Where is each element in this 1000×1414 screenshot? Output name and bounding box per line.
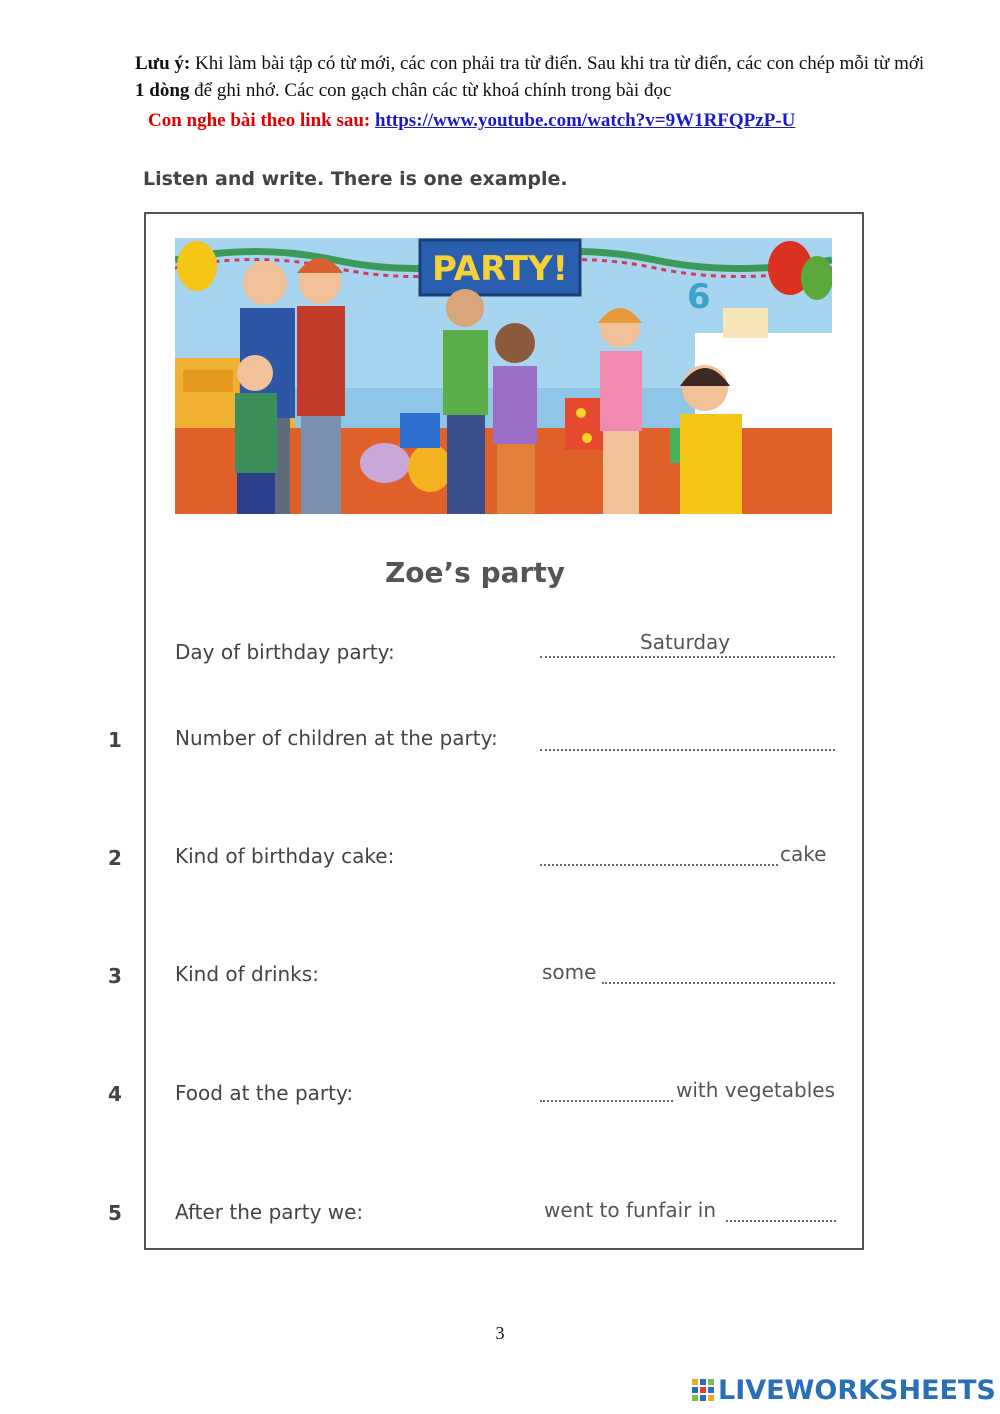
answer-prefix: some	[542, 960, 597, 984]
answer-blank[interactable]	[540, 1100, 673, 1102]
answer-suffix: cake	[780, 842, 827, 866]
question-label: Number of children at the party:	[175, 726, 498, 750]
answer-field-3[interactable]	[540, 958, 835, 988]
banner-text: PARTY!	[431, 249, 569, 289]
answer-blank[interactable]	[726, 1220, 836, 1222]
note-text-1: Khi làm bài tập có từ mới, các con phải tra từ điển. Sau khi tra từ điển, các con chép mỗi từ mới	[190, 53, 925, 74]
question-label: After the party we:	[175, 1200, 364, 1224]
page-number: 3	[495, 1323, 505, 1343]
instruction: Listen and write. There is one example.	[143, 168, 568, 190]
question-number: 2	[108, 846, 122, 870]
answer-field-1[interactable]	[540, 725, 835, 755]
example-answer-field	[540, 632, 835, 662]
question-number: 1	[108, 728, 122, 752]
answer-field-2[interactable]	[540, 840, 835, 870]
party-illustration	[175, 238, 832, 514]
listen-prefix: Con nghe bài theo link sau:	[148, 110, 376, 131]
candle-number: 6	[687, 277, 711, 317]
answer-blank[interactable]	[540, 864, 778, 866]
note-bold: 1 dòng	[135, 80, 190, 101]
answer-prefix: went to funfair in	[544, 1198, 717, 1222]
worksheet-title: Zoe’s party	[385, 556, 565, 589]
brand-name: LIVEWORKSHEETS	[718, 1374, 996, 1406]
answer-field-5[interactable]	[540, 1196, 835, 1226]
answer-blank[interactable]	[602, 982, 835, 984]
question-number: 4	[108, 1082, 122, 1106]
question-number: 5	[108, 1201, 122, 1225]
listen-line	[148, 110, 795, 132]
liveworksheets-icon	[692, 1379, 714, 1401]
question-label: Food at the party:	[175, 1081, 354, 1105]
answer-field-4[interactable]	[540, 1076, 835, 1106]
answer-suffix: with vegetables	[676, 1078, 836, 1102]
question-number: 3	[108, 964, 122, 988]
party-scene-image	[175, 238, 832, 514]
note-label: Lưu ý:	[135, 53, 191, 74]
note-text-2: để ghi nhớ. Các con gạch chân các từ khoá chính trong bài đọc	[189, 80, 672, 101]
question-label: Kind of birthday cake:	[175, 844, 395, 868]
example-dotted-line	[540, 656, 835, 658]
youtube-link[interactable]: https://www.youtube.com/watch?v=9W1RFQPzP-U	[375, 110, 796, 131]
answer-blank[interactable]	[540, 749, 835, 751]
question-label: Kind of drinks:	[175, 962, 319, 986]
example-answer: Saturday	[640, 630, 731, 654]
liveworksheets-logo	[692, 1376, 996, 1404]
example-label: Day of birthday party:	[175, 640, 395, 664]
teacher-note	[135, 50, 925, 104]
